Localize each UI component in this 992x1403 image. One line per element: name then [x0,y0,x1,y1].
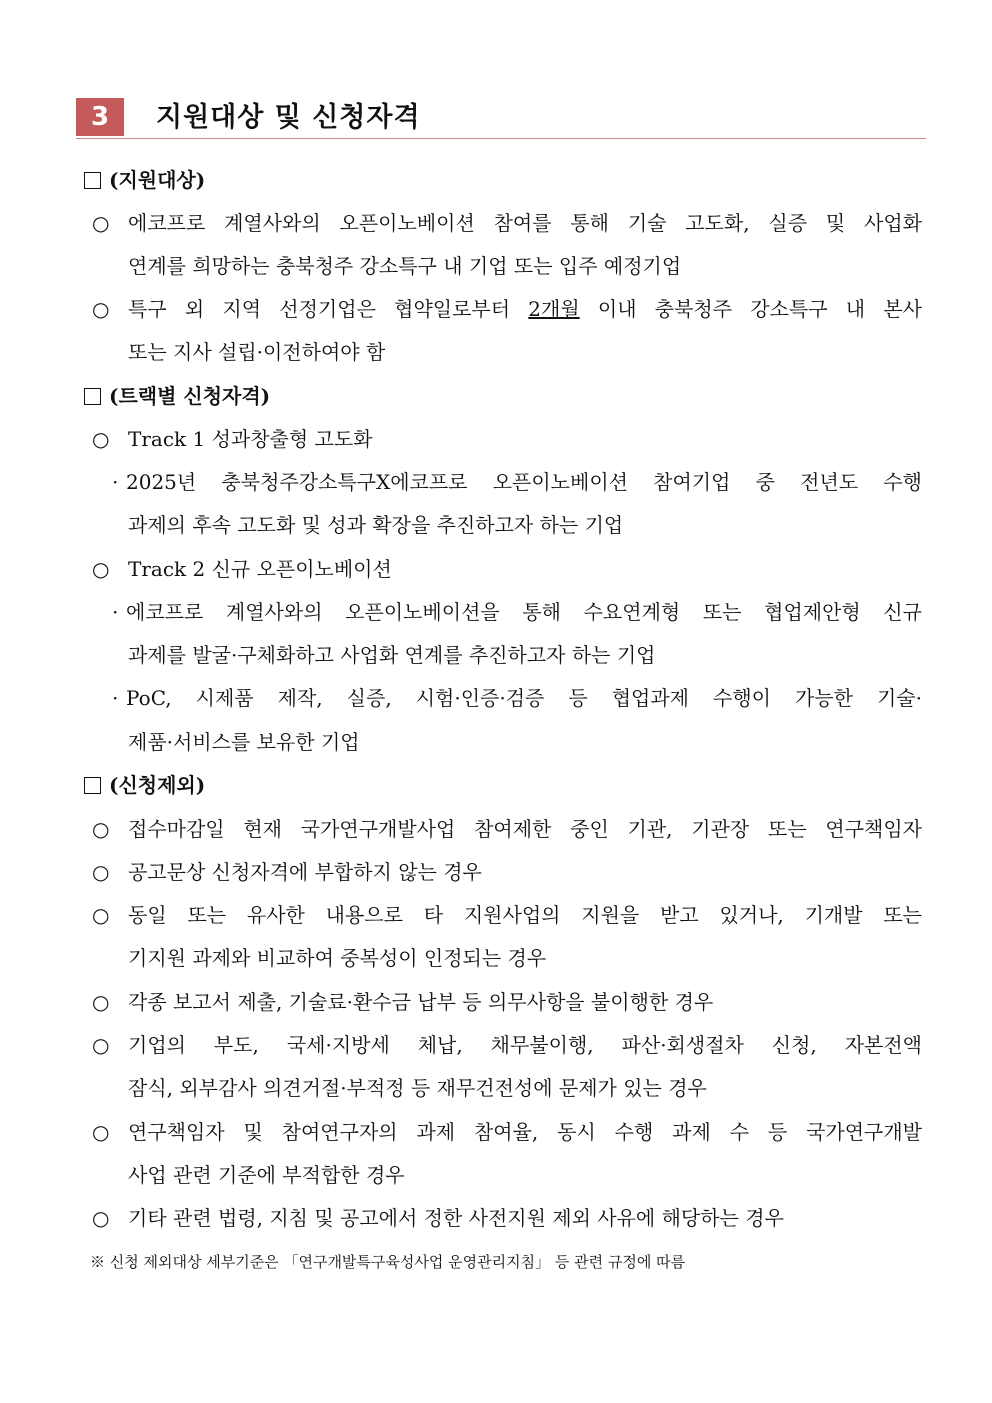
circle-bullet-icon: ○ [92,1206,110,1230]
target-item-1-cont: 연계를 희망하는 충북청주 강소특구 내 기업 또는 입주 예정기업 [128,254,682,278]
checkbox-square-icon [84,172,101,189]
section-header [76,98,926,139]
circle-bullet-icon: ○ [92,990,110,1014]
exclusion-item-6-cont: 사업 관련 기준에 부적합한 경우 [128,1163,405,1187]
heading-tracks: (트랙별 신청자격) [84,382,270,410]
track2-title: ○ Track 2 신규 오픈이노베이션 [92,557,392,581]
dot-bullet-icon: · [112,600,119,624]
track2-bullet-2-cont: 제품·서비스를 보유한 기업 [128,730,360,754]
section-number-badge: 3 [76,98,124,136]
underlined-period: 2개월 [528,297,580,321]
circle-bullet-icon: ○ [92,903,110,927]
exclusion-item-3: ○ 동일 또는 유사한 내용으로 타 지원사업의 지원을 받고 있거나, 기개발 또는 [92,903,922,927]
section-title: 지원대상 및 신청자격 [156,102,421,133]
exclusion-item-2: ○ 공고문상 신청자격에 부합하지 않는 경우 [92,860,482,884]
track1-bullet-1: · 2025년 충북청주강소특구X에코프로 오픈이노베이션 참여기업 중 전년도 수행 [112,470,922,494]
circle-bullet-icon: ○ [92,427,110,451]
circle-bullet-icon: ○ [92,860,110,884]
dot-bullet-icon: · [112,470,119,494]
circle-bullet-icon: ○ [92,817,110,841]
dot-bullet-icon: · [112,686,119,710]
track2-bullet-1-cont: 과제를 발굴·구체화하고 사업화 연계를 추진하고자 하는 기업 [128,643,656,667]
circle-bullet-icon: ○ [92,211,110,235]
target-item-1: ○ 에코프로 계열사와의 오픈이노베이션 참여를 통해 기술 고도화, 실증 및 사업화 [92,211,922,235]
target-item-2: ○ 특구 외 지역 선정기업은 협약일로부터 2개월 이내 충북청주 강소특구 내 본사 [92,297,922,321]
exclusion-item-1: ○ 접수마감일 현재 국가연구개발사업 참여제한 중인 기관, 기관장 또는 연구책임자 [92,817,922,841]
checkbox-square-icon [84,388,101,405]
circle-bullet-icon: ○ [92,1120,110,1144]
circle-bullet-icon: ○ [92,1033,110,1057]
track2-bullet-1: · 에코프로 계열사와의 오픈이노베이션을 통해 수요연계형 또는 협업제안형 신규 [112,600,922,624]
track1-bullet-1-cont: 과제의 후속 고도화 및 성과 확장을 추진하고자 하는 기업 [128,513,624,537]
exclusion-item-3-cont: 기지원 과제와 비교하여 중복성이 인정되는 경우 [128,946,547,970]
track1-title: ○ Track 1 성과창출형 고도화 [92,427,373,451]
exclusion-item-5-cont: 잠식, 외부감사 의견거절·부적정 등 재무건전성에 문제가 있는 경우 [128,1076,707,1100]
heading-exclusion: (신청제외) [84,771,205,799]
exclusion-item-6: ○ 연구책임자 및 참여연구자의 과제 참여율, 동시 수행 과제 수 등 국가연구개발 [92,1120,922,1144]
target-item-2-cont: 또는 지사 설립·이전하여야 함 [128,340,386,364]
circle-bullet-icon: ○ [92,297,110,321]
heading-target: (지원대상) [84,166,205,194]
track2-bullet-2: · PoC, 시제품 제작, 실증, 시험·인증·검증 등 협업과제 수행이 가능한 기술· [112,686,922,710]
exclusion-item-5: ○ 기업의 부도, 국세·지방세 체납, 채무불이행, 파산·회생절차 신청, 자본전액 [92,1033,922,1057]
circle-bullet-icon: ○ [92,557,110,581]
exclusion-item-4: ○ 각종 보고서 제출, 기술료·환수금 납부 등 의무사항을 불이행한 경우 [92,990,714,1014]
checkbox-square-icon [84,777,101,794]
exclusion-item-7: ○ 기타 관련 법령, 지침 및 공고에서 정한 사전지원 제외 사유에 해당하는 경우 [92,1206,784,1230]
exclusion-note: ※ 신청 제외대상 세부기준은 「연구개발특구육성사업 운영관리지침」 등 관련 규정에 따름 [90,1253,686,1271]
